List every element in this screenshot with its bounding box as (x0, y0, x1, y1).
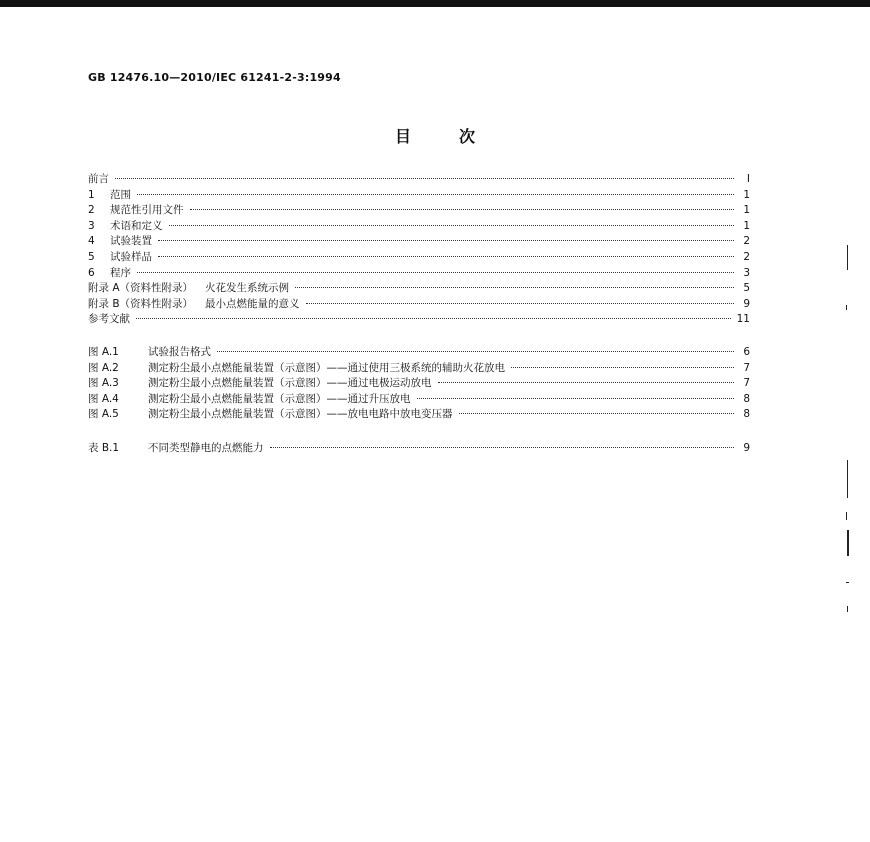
toc-page: 2 (743, 250, 750, 263)
figure-number: 图 A.3 (88, 377, 119, 390)
toc-page: 5 (743, 282, 750, 295)
toc-entry-terms[interactable] (88, 219, 750, 235)
toc-page: 9 (743, 297, 750, 310)
toc-figure-a1[interactable] (88, 345, 750, 361)
scan-artifact (846, 512, 847, 520)
leader-dots (270, 447, 735, 448)
toc-entry-annex-a[interactable] (88, 281, 750, 297)
toc-number: 1 (88, 188, 95, 201)
toc-page: 8 (743, 392, 750, 405)
toc-entry-scope[interactable] (88, 188, 750, 204)
leader-dots (217, 351, 734, 352)
toc-annex-prefix: 附录 B（资料性附录） (88, 297, 194, 310)
toc-page: 6 (743, 346, 750, 358)
figure-number: 图 A.2 (88, 361, 119, 374)
leader-dots (158, 256, 734, 257)
toc-number: 3 (88, 219, 95, 232)
scan-artifact (846, 582, 849, 583)
figure-label: 测定粉尘最小点燃能量装置（示意图）——通过使用三极系统的辅助火花放电 (148, 361, 505, 374)
leader-dots (137, 194, 734, 195)
title-char-2: 次 (459, 127, 476, 146)
table-number: 表 B.1 (88, 442, 120, 454)
toc-label: 范围 (110, 188, 131, 201)
toc-tables (88, 441, 750, 457)
leader-dots (137, 272, 734, 273)
toc-annex-prefix: 附录 A（资料性附录） (88, 282, 194, 295)
toc-figure-a4[interactable] (88, 392, 750, 408)
toc-table-b1[interactable] (88, 441, 750, 457)
toc-page: 8 (743, 408, 750, 421)
toc-number: 2 (88, 204, 95, 217)
standard-code: GB 12476.10—2010/IEC 61241-2-3:1994 (88, 71, 341, 84)
page-title (0, 124, 870, 147)
scan-artifact (847, 606, 848, 612)
scan-artifact (847, 460, 848, 498)
figure-label: 测定粉尘最小点燃能量装置（示意图）——放电电路中放电变压器 (148, 408, 453, 421)
toc-page: 9 (743, 442, 750, 454)
toc-page: 2 (743, 235, 750, 248)
toc-label: 火花发生系统示例 (205, 282, 290, 295)
toc-number: 4 (88, 235, 95, 248)
toc-page: 3 (743, 266, 750, 279)
figure-number: 图 A.4 (88, 392, 119, 405)
scan-artifact (846, 305, 847, 310)
toc-entry-foreword[interactable] (88, 172, 750, 188)
toc-label: 最小点燃能量的意义 (205, 297, 300, 310)
leader-dots (190, 209, 735, 210)
title-char-1: 目 (394, 127, 411, 146)
leader-dots (417, 398, 735, 399)
scan-artifact (847, 530, 849, 556)
leader-dots (306, 303, 734, 304)
toc-figure-a2[interactable] (88, 361, 750, 377)
toc-page: 7 (743, 361, 750, 374)
toc-label: 参考文献 (88, 313, 130, 326)
leader-dots (136, 318, 731, 319)
figure-label: 测定粉尘最小点燃能量装置（示意图）——通过电极运动放电 (148, 377, 432, 390)
leader-dots (158, 240, 734, 241)
toc-entry-samples[interactable] (88, 250, 750, 266)
leader-dots (511, 367, 734, 368)
toc-figure-a5[interactable] (88, 407, 750, 423)
figure-number: 图 A.5 (88, 408, 119, 421)
figure-label: 试验报告格式 (148, 346, 211, 358)
figure-label: 测定粉尘最小点燃能量装置（示意图）——通过升压放电 (148, 392, 411, 405)
toc-label: 程序 (110, 266, 131, 279)
toc-figures (88, 345, 750, 423)
toc-number: 6 (88, 266, 95, 279)
leader-dots (115, 178, 734, 179)
toc-page: 11 (736, 313, 750, 326)
toc-page: 1 (743, 188, 750, 201)
toc-page: 1 (743, 204, 750, 217)
leader-dots (169, 225, 735, 226)
figure-number: 图 A.1 (88, 346, 119, 358)
toc-contents (88, 172, 750, 328)
toc-entry-bibliography[interactable] (88, 312, 750, 328)
leader-dots (438, 382, 735, 383)
toc-entry-procedure[interactable] (88, 266, 750, 282)
toc-number: 5 (88, 250, 95, 263)
leader-dots (459, 413, 735, 414)
toc-label: 前言 (88, 173, 109, 185)
toc-page: Ⅰ (746, 173, 750, 185)
table-label: 不同类型静电的点燃能力 (148, 442, 264, 454)
leader-dots (295, 287, 734, 288)
toc-page: 1 (743, 219, 750, 232)
toc-entry-annex-b[interactable] (88, 297, 750, 313)
toc-label: 术语和定义 (110, 219, 163, 232)
toc-entry-apparatus[interactable] (88, 234, 750, 250)
toc-entry-normative-references[interactable] (88, 203, 750, 219)
toc-label: 规范性引用文件 (110, 204, 184, 217)
toc-page: 7 (743, 377, 750, 390)
scan-artifact (847, 245, 848, 270)
toc-figure-a3[interactable] (88, 376, 750, 392)
toc-label: 试验样品 (110, 250, 152, 263)
scan-top-border (0, 0, 870, 7)
toc-label: 试验装置 (110, 235, 152, 248)
